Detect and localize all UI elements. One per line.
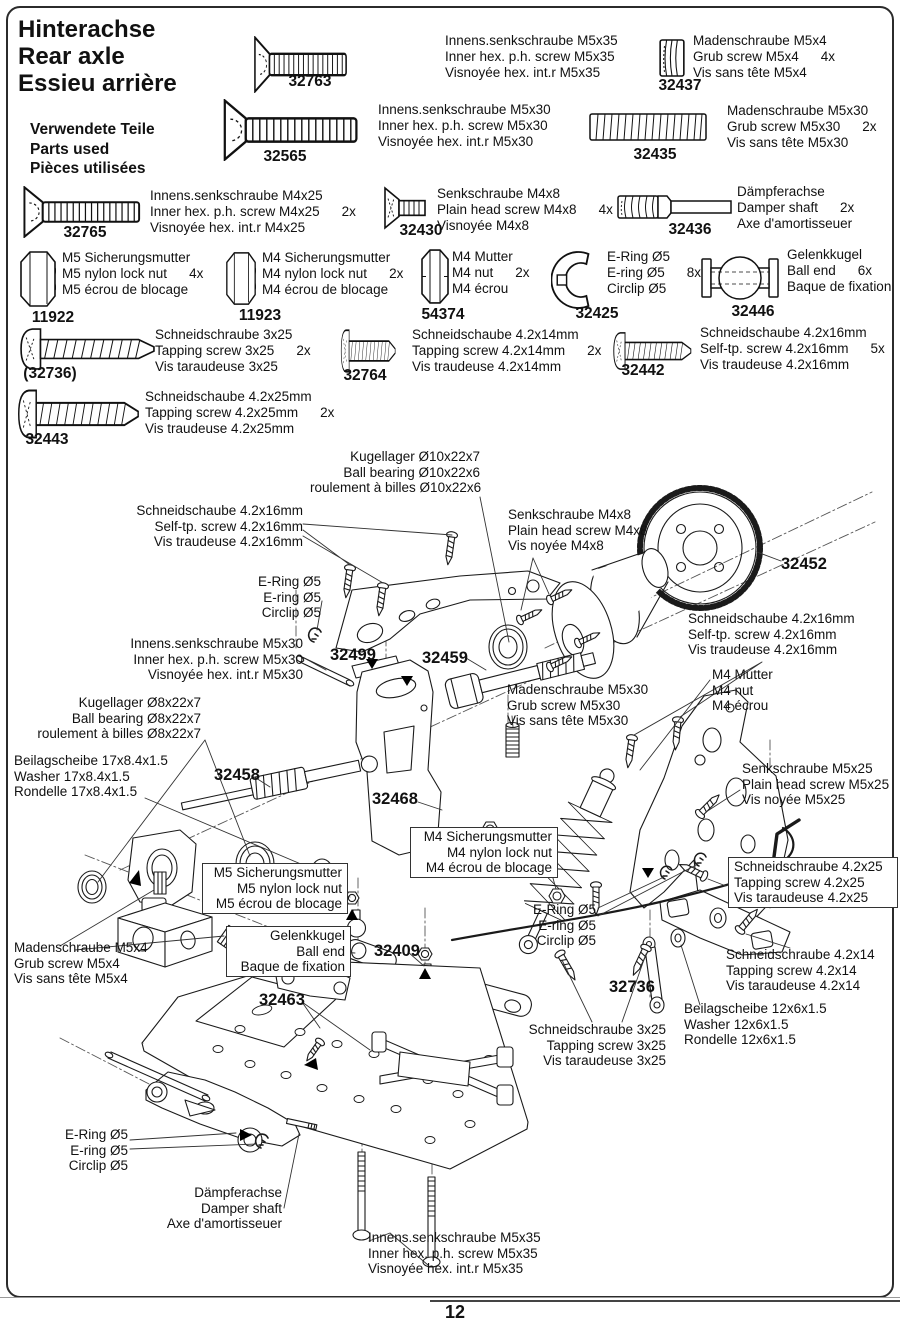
part-number: 54374	[421, 306, 465, 323]
label-line: E-ring Ø5	[70, 1142, 128, 1158]
part-label-54374: M4 Mutter M4 nut 2x M4 écrou	[452, 249, 530, 296]
label-line: M5 Sicherungsmutter	[213, 865, 342, 880]
label-line: Senkschraube M4x8	[508, 507, 632, 522]
callout-schneidschraube-42x25	[728, 857, 898, 908]
label-line: Senkschraube M5x25	[742, 761, 873, 776]
callout-beilagscheibe-12x6	[684, 1001, 829, 1048]
label-line: Axe d'amortisseuer	[166, 1216, 282, 1231]
label-line: Circlip Ø5	[261, 605, 321, 620]
label-line: Damper shaft	[200, 1200, 282, 1216]
ref-32463: 32463	[259, 991, 305, 1009]
part-label-32437: Madenschraube M5x4 Grub screw M5x4 4x Vis sans tête M5x4	[693, 33, 836, 80]
part-label-32442: Schneidschaube 4.2x16mm Self-tp. screw 4.2x16mm 5x Vis traudeuse 4.2x16mm	[700, 325, 885, 372]
page-number: 12	[444, 1302, 466, 1322]
part-label-32736p: Schneidschraube 3x25 Tapping screw 3x25 2x Vis taraudeuse 3x25	[155, 327, 311, 374]
label-line: Washer 17x8.4x1.5	[14, 768, 130, 784]
label-line: Visnoyée hex. int.r M5x30	[147, 667, 303, 682]
part-number: 32763	[288, 73, 332, 90]
label-line: Rondelle 17x8.4x1.5	[14, 784, 138, 799]
label-line: Plain head screw M5x25	[742, 776, 890, 792]
callout-madenschraube-m5x4	[14, 940, 164, 987]
label-line: Circlip Ø5	[68, 1158, 128, 1173]
label-line: M4 écrou de blocage	[425, 860, 552, 875]
label-line: Hinterachse	[18, 16, 156, 43]
part-glyph-32435	[589, 112, 707, 142]
label-line: M4 nut	[712, 682, 754, 698]
label-line: Kugellager Ø10x22x7	[350, 449, 480, 464]
label-line: Pièces utilisées	[30, 160, 146, 177]
label-line: E-ring Ø5	[538, 917, 596, 933]
part-label-32763: Innens.senkschraube M5x35 Inner hex. p.h. screw M5x35 Visnoyée hex. int.r M5x35	[445, 33, 618, 80]
ref-32499: 32499	[330, 646, 376, 664]
callout-beilagscheibe-17x84	[14, 753, 174, 800]
label-line: M4 Sicherungsmutter	[423, 829, 552, 844]
part-label-32430: Senkschraube M4x8 Plain head screw M4x8 4x Visnoyée M4x8	[437, 186, 613, 233]
ref-32458: 32458	[214, 766, 260, 784]
label-line: Essieu arrière	[18, 70, 177, 97]
label-line: M4 nylon lock nut	[446, 844, 552, 860]
part-number: 32435	[633, 146, 677, 163]
label-line: Vis taraudeuse 4.2x25	[734, 890, 869, 905]
label-line: Vis traudeuse 4.2x16mm	[153, 534, 303, 549]
label-line: Parts used	[30, 140, 110, 158]
part-glyph-32436	[617, 193, 733, 221]
part-label-32443: Schneidschaube 4.2x25mm Tapping screw 4.2x25mm 2x Vis traudeuse 4.2x25mm	[145, 389, 335, 436]
label-line: Vis traudeuse 4.2x16mm	[688, 642, 838, 657]
label-line: Plain head screw M4x8	[508, 522, 648, 538]
label-line: E-Ring Ø5	[257, 574, 321, 589]
ref-32452: 32452	[781, 555, 827, 573]
part-number: 32764	[343, 367, 387, 384]
parts-used-heading	[30, 120, 155, 179]
label-line: Vis noyée M5x25	[742, 792, 846, 807]
label-line: Gelenkkugel	[269, 928, 345, 943]
callout-senkschraube-m4x8	[508, 507, 668, 554]
part-label-32565: Innens.senkschraube M5x30 Inner hex. p.h. screw M5x30 Visnoyée hex. int.r M5x30	[378, 102, 551, 149]
label-line: Grub screw M5x30	[507, 697, 621, 713]
part-number: (32736)	[23, 365, 77, 382]
part-glyph-11922	[20, 250, 56, 308]
callout-daempferachse	[160, 1185, 282, 1232]
label-line: Inner hex. p.h. screw M5x35	[368, 1245, 538, 1261]
label-line: Vis taraudeuse 4.2x14	[726, 978, 861, 993]
callout-innens-m5x35	[368, 1230, 541, 1277]
label-line: Vis sans tête M5x4	[14, 971, 128, 986]
part-label-32765: Innens.senkschraube M4x25 Inner hex. p.h. screw M4x25 2x Visnoyée hex. int.r M4x25	[150, 188, 356, 235]
ref-32468: 32468	[372, 790, 418, 808]
callout-madenschraube-m5x30	[507, 682, 657, 729]
label-line: M5 écrou de blocage	[215, 896, 342, 911]
label-line: Schneidschraube 3x25	[528, 1022, 666, 1037]
part-number: 32430	[399, 222, 443, 239]
part-glyph-32437	[658, 38, 686, 78]
ref-32409: 32409	[374, 942, 420, 960]
label-line: Madenschraube M5x4	[14, 940, 148, 955]
label-line: Beilagscheibe 12x6x1.5	[684, 1001, 827, 1016]
part-label-32436: Dämpferachse Damper shaft 2x Axe d'amortisseuer	[737, 184, 855, 231]
label-line: Circlip Ø5	[536, 933, 596, 948]
part-number: 11923	[238, 307, 282, 324]
ref-32736: 32736	[609, 978, 655, 996]
part-label-11922: M5 Sicherungsmutter M5 nylon lock nut 4x M5 écrou de blocage	[62, 250, 204, 297]
label-line: Baque de fixation	[240, 959, 345, 974]
label-line: Self-tp. screw 4.2x16mm	[154, 518, 303, 534]
page-title	[18, 16, 177, 97]
part-number: 32565	[263, 148, 307, 165]
label-line: Inner hex. p.h. screw M5x30	[133, 651, 303, 667]
part-number: 32436	[668, 221, 712, 238]
part-label-32435: Madenschraube M5x30 Grub screw M5x30 2x Vis sans tête M5x30	[727, 103, 877, 150]
callout-kugellager-8x22x7	[36, 695, 201, 742]
part-number: 32765	[63, 224, 107, 241]
callout-gelenkkugel	[226, 926, 351, 977]
callout-schneidschraube-42x14	[726, 947, 876, 994]
part-glyph-11923	[226, 251, 256, 306]
label-line: Ball bearing Ø10x22x6	[343, 464, 480, 480]
label-line: Innens.senkschraube M5x30	[130, 636, 303, 651]
part-label-32764: Schneidschaube 4.2x14mm Tapping screw 4.2x14mm 2x Vis traudeuse 4.2x14mm	[412, 327, 602, 374]
label-line: Schneidschaube 4.2x16mm	[688, 611, 855, 626]
part-number: 11922	[31, 309, 75, 326]
part-label-32446: Gelenkkugel Ball end 6x Baque de fixation	[787, 247, 892, 294]
callout-schneidschaube-42x16-left	[131, 503, 303, 550]
callout-e-ring-top	[251, 574, 321, 621]
label-line: Ball end	[296, 943, 345, 959]
label-line: Washer 12x6x1.5	[684, 1016, 789, 1032]
callout-schneidschaube-42x16-mid	[688, 611, 855, 658]
part-number: 32443	[25, 431, 69, 448]
label-line: Tapping screw 4.2x14	[726, 962, 857, 978]
label-line: Rondelle 12x6x1.5	[684, 1032, 796, 1047]
callout-senkschraube-m5x25	[742, 761, 897, 808]
callout-m4-sicherungsmutter	[410, 827, 558, 878]
label-line: Dämpferachse	[194, 1185, 282, 1200]
label-line: Schneidschraube 4.2x14	[726, 947, 875, 962]
label-line: Visnoyée hex. int.r M5x35	[368, 1261, 524, 1276]
part-label-11923: M4 Sicherungsmutter M4 nylon lock nut 2x M4 écrou de blocage	[262, 250, 404, 297]
callout-schneidschraube-3x25	[524, 1022, 666, 1069]
callout-e-ring-bottom	[60, 1127, 128, 1174]
label-line: Tapping screw 3x25	[546, 1037, 666, 1053]
label-line: M5 nylon lock nut	[236, 880, 342, 896]
label-line: Vis taraudeuse 3x25	[543, 1053, 666, 1068]
label-line: E-Ring Ø5	[64, 1127, 128, 1142]
label-line: Schneidschaube 4.2x16mm	[136, 503, 303, 518]
label-line: Grub screw M5x4	[14, 955, 120, 971]
label-line: M4 Mutter	[712, 667, 773, 682]
part-glyph-32446	[700, 252, 780, 304]
label-line: Rear axle	[18, 43, 125, 70]
label-line: Ball bearing Ø8x22x7	[71, 710, 201, 726]
label-line: Schneidschraube 4.2x25	[734, 859, 883, 874]
label-line: Vis noyée M4x8	[508, 538, 604, 553]
part-number: 32425	[575, 305, 619, 322]
label-line: Madenschraube M5x30	[507, 682, 649, 697]
part-number: 32437	[658, 77, 702, 94]
label-line: Tapping screw 4.2x25	[734, 874, 865, 890]
label-line: Innens.senkschraube M5x35	[368, 1230, 541, 1245]
label-line: E-ring Ø5	[263, 589, 321, 605]
part-glyph-32425	[551, 250, 603, 310]
callout-e-ring-mid	[526, 902, 596, 949]
label-line: Kugellager Ø8x22x7	[78, 695, 201, 710]
callout-kugellager-10x22x7	[310, 449, 480, 496]
label-line: Beilagscheibe 17x8.4x1.5	[14, 753, 168, 768]
label-line: Verwendete Teile	[30, 121, 155, 138]
label-line: Self-tp. screw 4.2x16mm	[688, 626, 837, 642]
label-line: Vis sans tête M5x30	[507, 713, 629, 728]
label-line: E-Ring Ø5	[532, 902, 596, 917]
part-number: 32442	[621, 362, 665, 379]
callout-m4-mutter	[712, 667, 812, 714]
part-glyph-54374	[421, 249, 449, 304]
label-line: roulement à billes Ø10x22x6	[310, 480, 482, 495]
part-label-32425: E-Ring Ø5 E-ring Ø5 8x Circlip Ø5	[607, 249, 702, 296]
label-line: M4 écrou	[712, 698, 769, 713]
label-line: roulement à billes Ø8x22x7	[37, 726, 201, 741]
footer-rule-thin	[0, 1297, 900, 1298]
callout-m5-sicherungsmutter	[202, 863, 348, 914]
callout-innens-m5x30	[100, 636, 303, 683]
part-number: 32446	[731, 303, 775, 320]
ref-32459: 32459	[422, 649, 468, 667]
